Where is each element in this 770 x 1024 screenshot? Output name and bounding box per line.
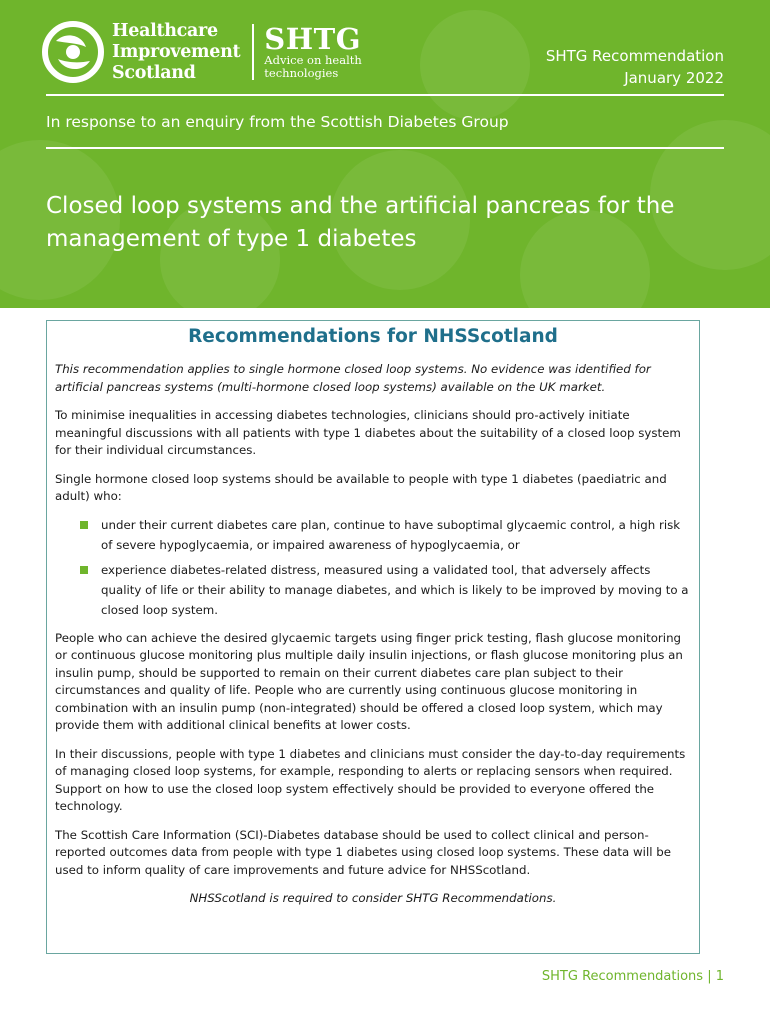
- hi-logo-mark-icon: [42, 21, 104, 83]
- paragraph-discussions: In their discussions, people with type 1 diabetes and clinicians must consider the day-to-day requirements of managing closed loop systems, for example, responding to alerts or replacing sensors when required. Support on how to use the closed loop system effectively should be provided to everyone offered the technology.: [55, 746, 686, 813]
- logo-line-1: Healthcare: [112, 20, 218, 41]
- shtg-logo: [264, 24, 362, 80]
- square-bullet-icon: [80, 566, 88, 574]
- page-title: Closed loop systems and the artificial pancreas for the management of type 1 diabetes: [46, 193, 675, 252]
- enquiry-line: In response to an enquiry from the Scottish Diabetes Group: [46, 113, 509, 131]
- recommendations-heading: Recommendations for NHSScotland: [188, 326, 558, 347]
- paragraph-inequalities: To minimise inequalities in accessing diabetes technologies, clinicians should pro-actively initiate meaningful discussions with all patients with type 1 diabetes about the suitability of a closed loop system for their individual circumstances.: [55, 408, 681, 457]
- paragraph-data-collection: The Scottish Care Information (SCI)-Diabetes database should be used to collect clinical and person-reported outcomes data from people with type 1 diabetes using closed loop systems. These data will be used to inform quality of care improvements and future advice for NHSScotland.: [55, 827, 671, 877]
- document-type: SHTG Recommendation: [545, 47, 724, 65]
- paragraph-targets: People who can achieve the desired glycaemic targets using finger prick testing, flash glucose monitoring or continuous glucose monitoring plus multiple daily insulin injections, or flash glucose monitoring plus an insulin pump, should be supported to remain on their current diabetes care plan subject to their circumstances and quality of life. People who are currently using continuous glucose monitoring in combination with an insulin pump (non-integrated) should be offered a closed loop system, which may provide them with additional clinical benefits at lower costs.: [55, 630, 683, 732]
- shtg-wordmark: SHTG: [264, 22, 361, 56]
- hi-scotland-logo: [42, 20, 362, 84]
- document-meta: [546, 45, 724, 89]
- logo-divider: [252, 24, 254, 80]
- recommendations-box: [46, 320, 700, 954]
- list-item: [55, 515, 691, 555]
- logo-line-2: Improvement: [112, 41, 241, 62]
- hi-logo-text: [112, 21, 240, 84]
- list-item-text: under their current diabetes care plan, continue to have suboptimal glycaemic control, a high risk of severe hypoglycaemia, or impaired awareness of hypoglycaemia, or: [101, 517, 681, 552]
- shtg-subline-2: technologies: [264, 66, 339, 80]
- header-rule-top: [46, 94, 724, 96]
- intro-paragraph: This recommendation applies to single hormone closed loop systems. No evidence was identified for artificial pancreas systems (multi-hormone closed loop systems) available on the UK market.: [55, 362, 651, 394]
- square-bullet-icon: [80, 521, 88, 529]
- header-rule-bottom: [46, 147, 724, 149]
- criteria-list: [55, 515, 691, 620]
- logo-line-3: Scotland: [112, 62, 196, 83]
- page-footer: SHTG Recommendations | 1: [541, 969, 724, 984]
- list-item: [55, 560, 691, 620]
- document-date: January 2022: [624, 69, 724, 87]
- closing-statement: NHSScotland is required to consider SHTG Recommendations.: [189, 891, 557, 905]
- paragraph-availability: Single hormone closed loop systems should be available to people with type 1 diabetes (paediatric and adult) who:: [55, 471, 667, 503]
- shtg-subline-1: Advice on health: [264, 53, 362, 67]
- header-banner: [0, 0, 770, 308]
- list-item-text: experience diabetes-related distress, measured using a validated tool, that adversely affects quality of life or their ability to manage diabetes, and which is likely to be improved by moving to a closed loop system.: [101, 562, 689, 617]
